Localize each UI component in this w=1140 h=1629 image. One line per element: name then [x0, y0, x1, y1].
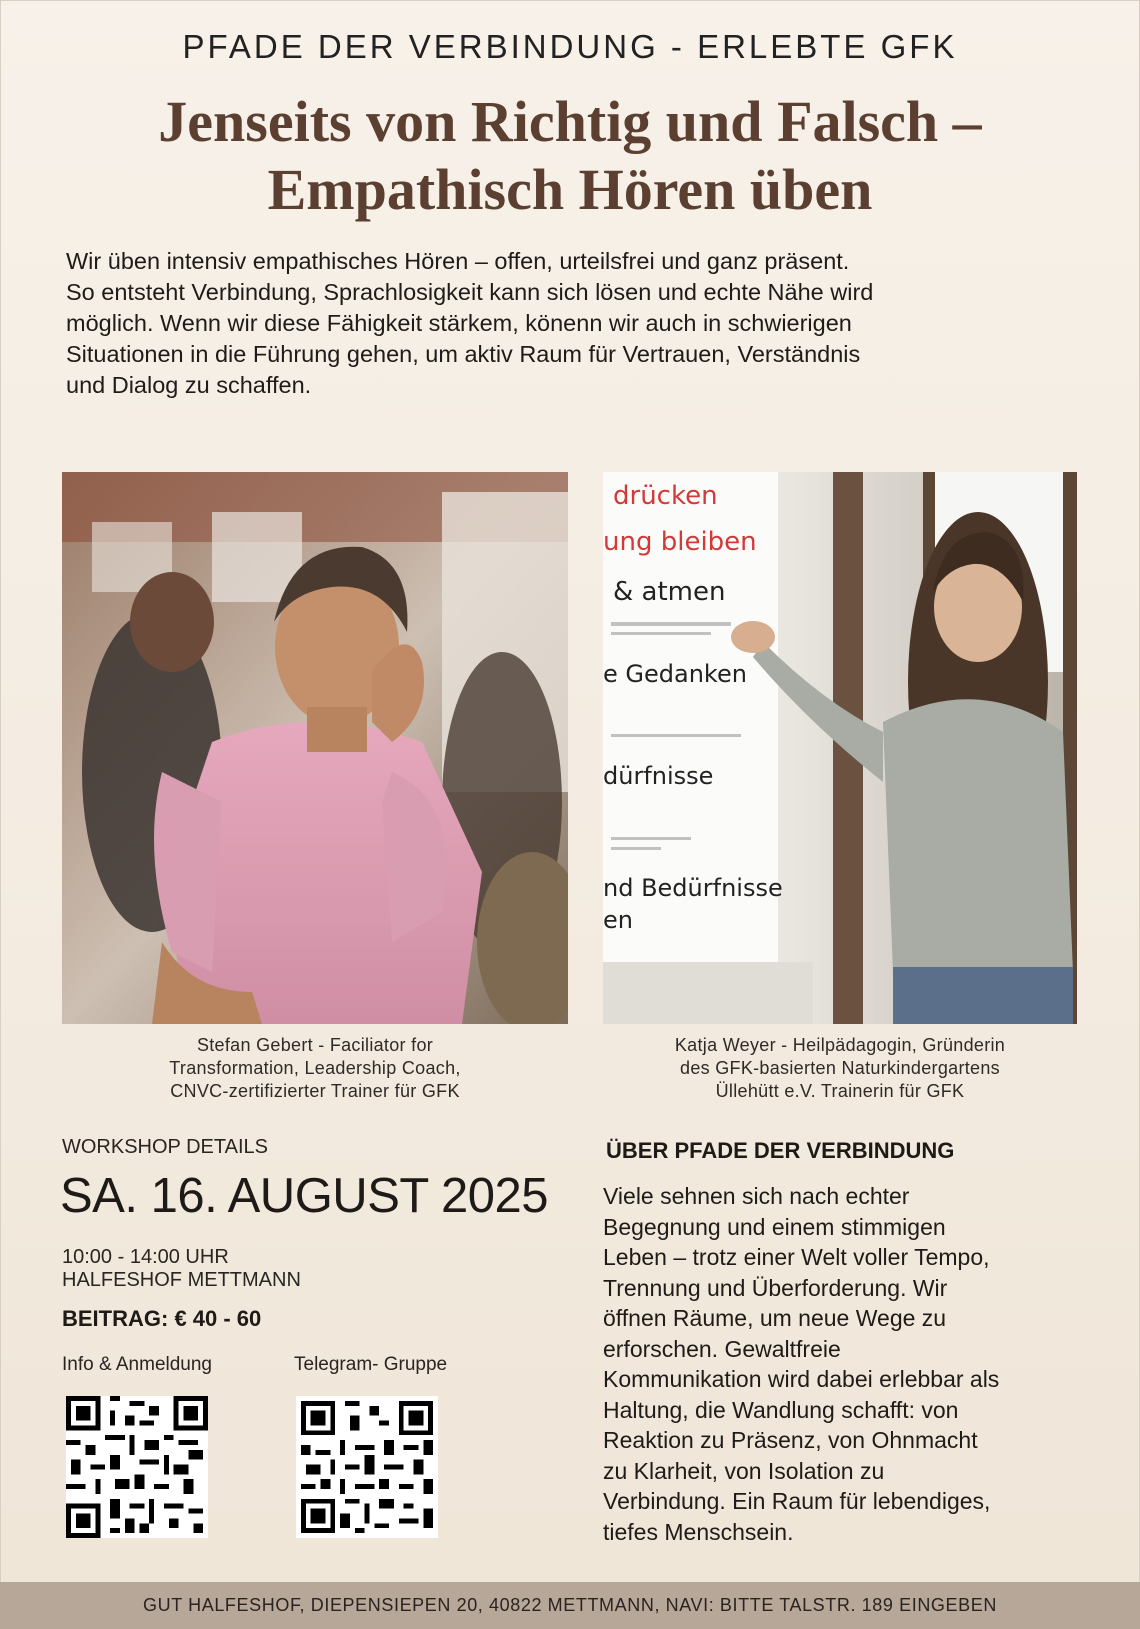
about-line: Kommunikation wird dabei erlebbar als [603, 1366, 1000, 1392]
series-kicker: PFADE DER VERBINDUNG - ERLEBTE GFK [182, 28, 958, 65]
about-line: Viele sehnen sich nach echter [603, 1183, 910, 1209]
flipchart-text: nd Bedürfnisse [603, 874, 783, 902]
workshop-time: 10:00 - 14:00 UHR [62, 1246, 229, 1268]
photo-stefan-gebert [62, 472, 568, 1024]
about-line: erforschen. Gewaltfreie [603, 1335, 841, 1362]
intro-line: Wir üben intensiv empathisches Hören – offen, urteilsfrei und ganz präsent. [66, 248, 850, 274]
workshop-details-label: WORKSHOP DETAILS [62, 1136, 268, 1158]
flipchart-text: ung bleiben [603, 527, 757, 557]
workshop-fee: BEITRAG: € 40 - 60 [62, 1306, 262, 1331]
flipchart-text: en [603, 906, 633, 934]
caption-stefan-gebert [62, 1034, 568, 1103]
title-line-2: Empathisch Hören üben [267, 157, 873, 222]
intro-line: möglich. Wenn wir diese Fähigkeit stärkem, könenn wir auch in schwierigen [66, 310, 852, 336]
caption-line: Katja Weyer - Heilpädagogin, Gründerin [674, 1035, 1006, 1055]
about-line: zu Klarheit, von Isolation zu [603, 1457, 885, 1484]
workshop-time-place [62, 1246, 301, 1292]
qr-code-registration-icon[interactable] [66, 1396, 208, 1538]
about-line: Reaktion zu Präsenz, von Ohnmacht [603, 1427, 978, 1453]
caption-katja-weyer [603, 1034, 1077, 1103]
qr-code-telegram-icon[interactable] [296, 1396, 438, 1538]
caption-line: Transformation, Leadership Coach, [169, 1058, 461, 1078]
photo-katja-weyer [603, 472, 1077, 1024]
qr-label-registration: Info & Anmeldung [62, 1354, 212, 1375]
about-line: Leben – trotz einer Welt voller Tempo, [603, 1244, 990, 1270]
page-title [0, 88, 1140, 224]
flipchart-text: dürfnisse [603, 762, 714, 790]
workshop-date: SA. 16. AUGUST 2025 [60, 1169, 549, 1223]
about-line: Trennung und Überforderung. Wir [603, 1274, 948, 1301]
title-line-1: Jenseits von Richtig und Falsch – [158, 89, 982, 154]
flipchart-text: e Gedanken [603, 660, 747, 688]
about-text [603, 1181, 1083, 1547]
caption-line: Stefan Gebert - Faciliator for [196, 1035, 434, 1055]
about-line: tiefes Menschsein. [603, 1518, 794, 1545]
about-line: Verbindung. Ein Raum für lebendiges, [603, 1488, 991, 1514]
intro-line: Situationen in die Führung gehen, um aktiv Raum für Vertrauen, Verständnis [66, 341, 861, 367]
intro-line: und Dialog zu schaffen. [66, 372, 312, 398]
about-heading: ÜBER PFADE DER VERBINDUNG [606, 1138, 955, 1163]
person-photo-icon [62, 472, 568, 1024]
intro-line: So entsteht Verbindung, Sprachlosigkeit kann sich lösen und echte Nähe wird [66, 279, 874, 305]
intro-text [66, 246, 1086, 401]
about-line: Haltung, die Wandlung schafft: von [603, 1396, 959, 1423]
flipchart-text: & atmen [613, 577, 726, 607]
caption-line: CNVC-zertifizierter Trainer für GFK [170, 1081, 460, 1101]
about-line: öffnen Räume, um neue Wege zu [603, 1305, 947, 1331]
workshop-place: HALFESHOF METTMANN [62, 1269, 301, 1291]
footer-address: GUT HALFESHOF, DIEPENSIEPEN 20, 40822 METTMANN, NAVI: BITTE TALSTR. 189 EINGEBEN [0, 1582, 1140, 1629]
caption-line: Üllehütt e.V. Trainerin für GFK [715, 1081, 965, 1101]
caption-line: des GFK-basierten Naturkindergartens [680, 1058, 1000, 1078]
about-line: Begegnung und einem stimmigen [603, 1213, 946, 1240]
flipchart-text: drücken [613, 481, 718, 511]
person-photo-icon [603, 472, 1077, 1024]
qr-label-telegram: Telegram- Gruppe [294, 1354, 448, 1375]
